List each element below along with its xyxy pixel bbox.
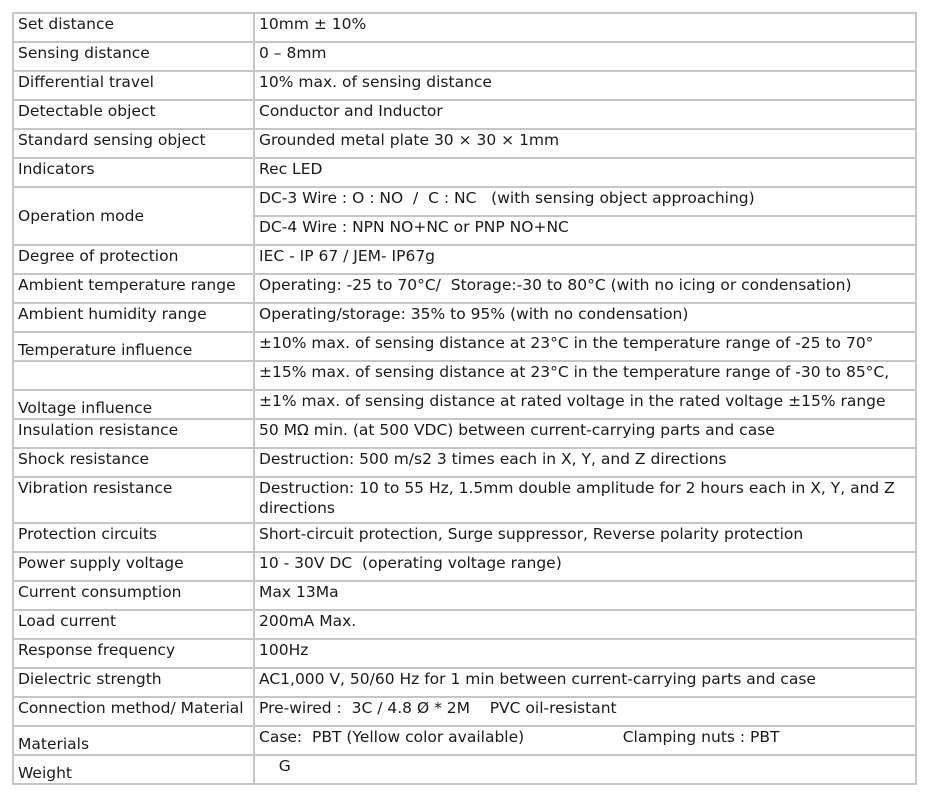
row-value: Conductor and Inductor [254, 100, 916, 129]
spec-table [12, 12, 917, 785]
table-row [13, 274, 916, 303]
row-value: Destruction: 10 to 55 Hz, 1.5mm double amplitude for 2 hours each in X, Y, and Z directions [254, 477, 916, 523]
row-label: Current consumption [13, 581, 254, 610]
row-label: Temperature influence [13, 332, 254, 361]
row-value: ±15% max. of sensing distance at 23°C in the temperature range of -30 to 85°C, [254, 361, 916, 390]
table-row [13, 697, 916, 726]
row-label: Degree of protection [13, 245, 254, 274]
table-row [13, 100, 916, 129]
row-label: Power supply voltage [13, 552, 254, 581]
table-row [13, 245, 916, 274]
row-value: AC1,000 V, 50/60 Hz for 1 min between current-carrying parts and case [254, 668, 916, 697]
row-value: 100Hz [254, 639, 916, 668]
row-value: 200mA Max. [254, 610, 916, 639]
row-label: Dielectric strength [13, 668, 254, 697]
row-value: 50 MΩ min. (at 500 VDC) between current-carrying parts and case [254, 419, 916, 448]
row-label [13, 361, 254, 390]
row-value: 10mm ± 10% [254, 13, 916, 42]
table-row [13, 187, 916, 216]
row-label: Set distance [13, 13, 254, 42]
row-value: Operating/storage: 35% to 95% (with no condensation) [254, 303, 916, 332]
row-label: Weight [13, 755, 254, 784]
row-value: 10% max. of sensing distance [254, 71, 916, 100]
row-value: ±10% max. of sensing distance at 23°C in the temperature range of -25 to 70° [254, 332, 916, 361]
row-label: Sensing distance [13, 42, 254, 71]
row-label: Response frequency [13, 639, 254, 668]
table-row [13, 552, 916, 581]
row-value: 0 – 8mm [254, 42, 916, 71]
row-label: Shock resistance [13, 448, 254, 477]
row-label: Insulation resistance [13, 419, 254, 448]
row-value: G [254, 755, 916, 784]
row-label: Ambient temperature range [13, 274, 254, 303]
table-row [13, 610, 916, 639]
table-row [13, 523, 916, 552]
row-value: Destruction: 500 m/s2 3 times each in X, Y, and Z directions [254, 448, 916, 477]
table-row [13, 71, 916, 100]
row-label: Materials [13, 726, 254, 755]
row-label: Load current [13, 610, 254, 639]
row-value: Short-circuit protection, Surge suppressor, Reverse polarity protection [254, 523, 916, 552]
row-value: ±1% max. of sensing distance at rated voltage in the rated voltage ±15% range [254, 390, 916, 419]
row-label: Indicators [13, 158, 254, 187]
row-label: Standard sensing object [13, 129, 254, 158]
table-row [13, 448, 916, 477]
row-value: Operating: -25 to 70°C/ Storage:-30 to 80°C (with no icing or condensation) [254, 274, 916, 303]
row-label: Differential travel [13, 71, 254, 100]
table-row [13, 158, 916, 187]
table-row [13, 726, 916, 755]
row-label: Voltage influence [13, 390, 254, 419]
row-label: Detectable object [13, 100, 254, 129]
table-row [13, 390, 916, 419]
table-row [13, 13, 916, 42]
row-value: DC-4 Wire : NPN NO+NC or PNP NO+NC [254, 216, 916, 245]
row-value: DC-3 Wire : O : NO / C : NC (with sensing object approaching) [254, 187, 916, 216]
table-row [13, 361, 916, 390]
row-label: Vibration resistance [13, 477, 254, 523]
table-row [13, 303, 916, 332]
table-row [13, 419, 916, 448]
row-value: IEC - IP 67 / JEM- IP67g [254, 245, 916, 274]
row-value: Case: PBT (Yellow color available) Clamping nuts : PBT [254, 726, 916, 755]
table-row [13, 581, 916, 610]
table-row [13, 477, 916, 523]
row-value: Rec LED [254, 158, 916, 187]
table-row [13, 332, 916, 361]
table-row [13, 42, 916, 71]
row-label: Protection circuits [13, 523, 254, 552]
table-row [13, 668, 916, 697]
row-label: Operation mode [13, 187, 254, 245]
table-row [13, 639, 916, 668]
row-label: Connection method/ Material [13, 697, 254, 726]
table-row [13, 755, 916, 784]
row-label: Ambient humidity range [13, 303, 254, 332]
row-value: 10 - 30V DC (operating voltage range) [254, 552, 916, 581]
row-value: Pre-wired : 3C / 4.8 Ø * 2M PVC oil-resistant [254, 697, 916, 726]
table-row [13, 129, 916, 158]
row-value: Grounded metal plate 30 × 30 × 1mm [254, 129, 916, 158]
row-value: Max 13Ma [254, 581, 916, 610]
